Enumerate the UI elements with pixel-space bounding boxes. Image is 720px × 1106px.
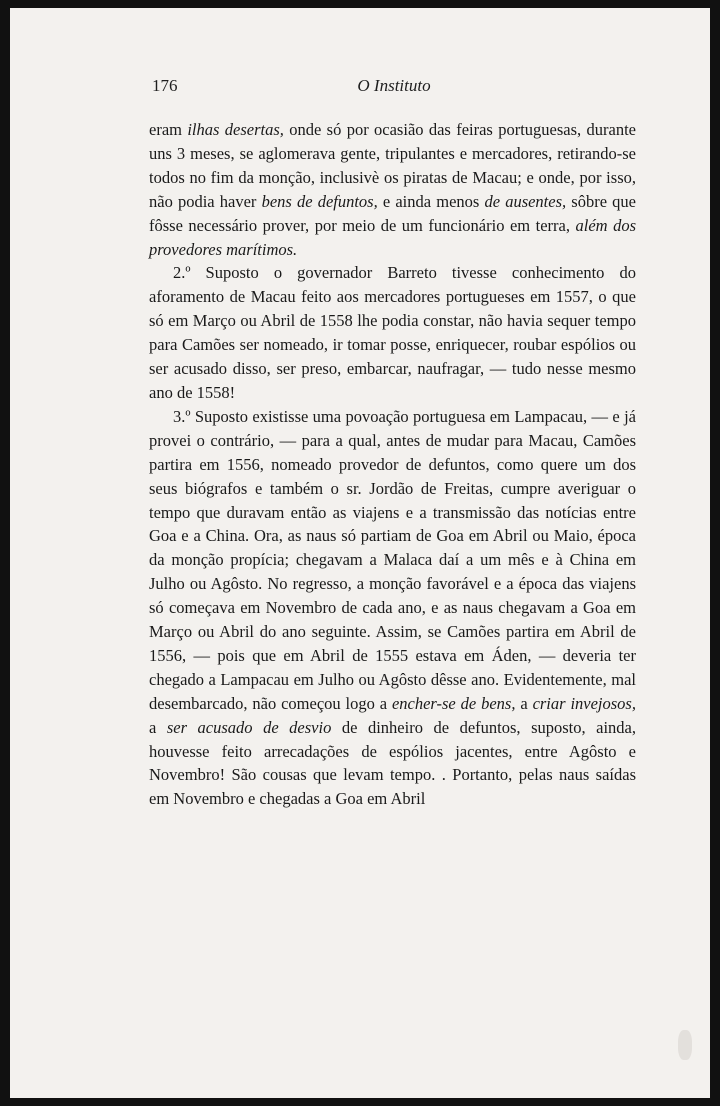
- paragraph-3: [149, 405, 636, 811]
- text-segment: onde só por ocasião das feiras portuguesas, durante uns 3 meses, se aglomerava gente, tripulantes e mercadores, retirando-se todos no fim da monção, inclusivè os piratas de Macau; e onde, por isso, não podia haver: [149, 120, 636, 211]
- text-segment: a: [515, 693, 533, 713]
- italic-segment: criar invejosos,: [532, 693, 636, 713]
- paper-stain: [678, 1030, 692, 1060]
- italic-segment: de ausentes,: [484, 191, 567, 211]
- page-number: 176: [152, 76, 178, 95]
- italic-segment: ilhas desertas,: [187, 120, 284, 139]
- italic-segment: bens de defuntos,: [261, 191, 378, 211]
- text-segment: 3.º Suposto existisse uma povoação portuguesa em Lampacau, — e já provei o contrário, — para a qual, antes de mudar para Macau, Camões partira em 1556, nomeado provedor de defuntos, como quere um dos seus biógrafos e também o sr. Jordão de Freitas, cumpre averiguar o tempo que duravam então as viajens e a transmissão das notícias entre Goa e a China. Ora, as naus só partiam de Goa em Abril ou Maio, época da monção propícia; chegavam a Malaca daí a um mês e à China em Julho ou Agôsto. No regresso, a monção favorável e a época das viajens só começava em Novembro de cada ano, e as naus chegavam a Goa em Março ou Abril do ano seguinte. Assim, se Camões partira em Abril de 1556, — pois que em Abril de 1555 estava em Áden, — deveria ter chegado a Lampacau em Julho ou Agôsto dêsse ano. Evidentemente, mal desembarcado, não começou logo a: [149, 406, 636, 713]
- italic-segment: além dos provedores marítimos.: [149, 215, 636, 259]
- text-segment: a: [149, 717, 167, 737]
- text-segment: de dinheiro de defuntos, suposto, ainda, houvesse feito arrecadações de espólios jacentes, entre Agôsto e Novembro! São cousas que levam tempo. . Portanto, pelas naus saídas em Novembro e chegadas a Goa em Abril: [149, 717, 637, 809]
- scanned-page: [10, 8, 710, 1098]
- italic-segment: encher-se de bens,: [391, 693, 516, 713]
- italic-segment: ser acusado de desvio: [166, 717, 332, 737]
- text-segment: sôbre que fôsse necessário prover, por meio de um funcionário em terra,: [149, 191, 636, 235]
- paragraph-1: [149, 118, 636, 261]
- paragraph-2: [149, 261, 636, 404]
- running-head: [152, 76, 636, 100]
- journal-title: O Instituto: [357, 76, 431, 95]
- body-text: [149, 118, 636, 811]
- text-segment: e ainda menos: [377, 191, 485, 211]
- text-segment: 2.º Suposto o governador Barreto tivesse conhecimento do aforamento de Macau feito aos mercadores portugueses em 1557, o que só em Março ou Abril de 1558 lhe podia constar, não havia sequer tempo para Camões ser nomeado, ir tomar posse, enriquecer, roubar espólios ou ser acusado disso, ser preso, embarcar, naufragar, — tudo nesse mesmo ano de 1558!: [149, 263, 636, 402]
- text-segment: eram: [149, 120, 188, 139]
